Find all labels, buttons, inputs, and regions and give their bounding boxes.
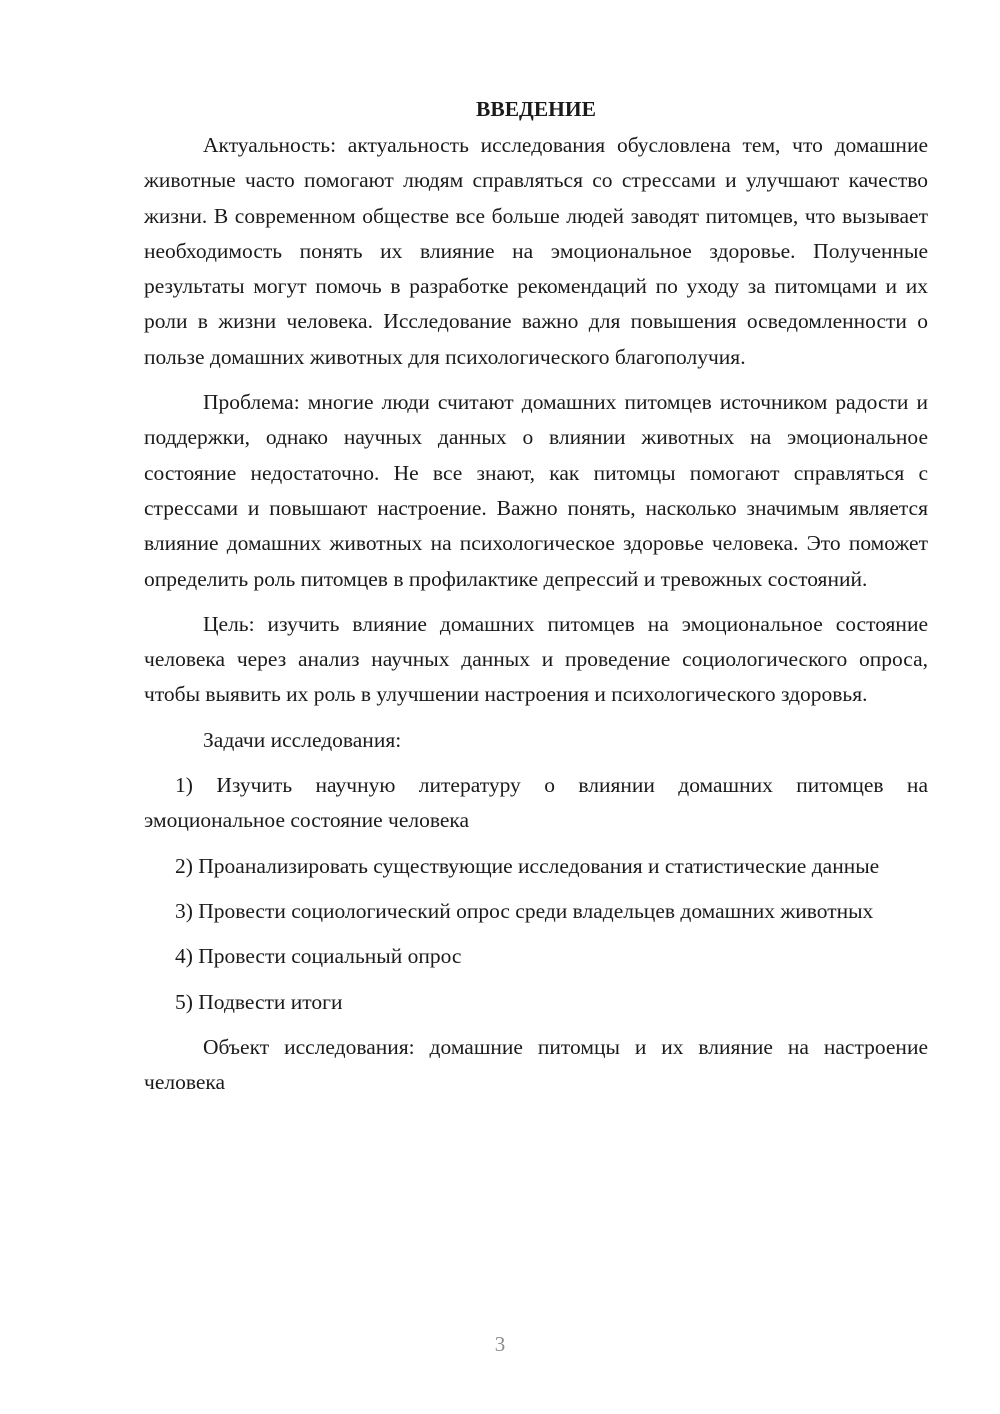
task-item-4: 4) Провести социальный опрос xyxy=(175,944,462,969)
object-paragraph: Объект исследования: домашние питомцы и их влияние на настроение человека xyxy=(144,1034,928,1095)
goal-paragraph: Цель: изучить влияние домашних питомцев на эмоциональное состояние человека через анализ научных данных и проведение социологического опроса, чтобы выявить их роль в улучшении настроения и психологического здоровья. xyxy=(144,611,928,707)
relevance-paragraph: Актуальность: актуальность исследования обусловлена тем, что домашние животные часто помогают людям справляться со стрессами и улучшают качество жизни. В современном обществе все больше людей заводят питомцев, что вызывает необходимость понять их влияние на эмоциональное здоровье. Полученные результаты могут помочь в разработке рекомендаций по уходу за питомцами и их роли в жизни человека. Исследование важно для повышения осведомленности о пользе домашних животных для психологического благополучия. xyxy=(144,133,928,369)
task-item-2: 2) Проанализировать существующие исследования и статистические данные xyxy=(175,853,880,878)
page-content xyxy=(144,92,928,1100)
tasks-title: Задачи исследования: xyxy=(203,727,402,752)
page-heading: ВВЕДЕНИЕ xyxy=(476,97,596,121)
task-item-1: 1) Изучить научную литературу о влиянии домашних питомцев на эмоциональное состояние человека xyxy=(144,773,928,833)
task-item-5: 5) Подвести итоги xyxy=(175,989,343,1014)
problem-paragraph: Проблема: многие люди считают домашних питомцев источником радости и поддержки, однако научных данных о влиянии животных на эмоциональное состояние недостаточно. Не все знают, как питомцы помогают справляться с стрессами и повышают настроение. Важно понять, насколько значимым является влияние домашних животных на психологическое здоровье человека. Это поможет определить роль питомцев в профилактике депрессий и тревожных состояний. xyxy=(144,390,928,591)
task-item-3: 3) Провести социологический опрос среди владельцев домашних животных xyxy=(175,898,874,923)
page-number: 3 xyxy=(494,1332,506,1356)
